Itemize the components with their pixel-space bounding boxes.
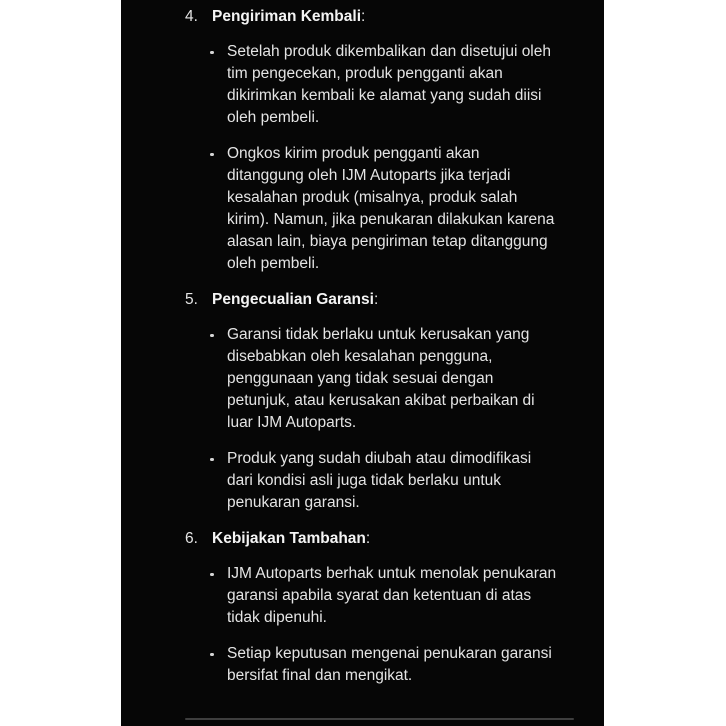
bullet-item	[121, 324, 604, 434]
policy-section	[121, 528, 604, 687]
bullet-item	[121, 448, 604, 514]
section-header	[121, 6, 604, 28]
bullet-item	[121, 41, 604, 129]
section-number: 4.	[185, 8, 198, 25]
bullet-dot-icon	[207, 448, 227, 514]
section-title-text: Pengiriman Kembali	[212, 8, 362, 25]
section-header	[121, 289, 604, 311]
bullet-dot-icon	[207, 643, 227, 687]
bullet-text: Produk yang sudah diubah atau dimodifikasi dari kondisi asli juga tidak berlaku untuk penukaran garansi.	[227, 450, 532, 511]
bullet-dot-icon	[207, 563, 227, 629]
section-number: 5.	[185, 291, 198, 308]
section-title-colon: :	[373, 291, 379, 308]
bullet-text: Setiap keputusan mengenai penukaran garansi bersifat final dan mengikat.	[227, 645, 552, 684]
bullet-dot-icon	[207, 143, 227, 275]
bullet-text: Garansi tidak berlaku untuk kerusakan yang disebabkan oleh kesalahan pengguna, penggunaan yang tidak sesuai dengan petunjuk, atau kerusakan akibat perbaikan di luar IJM Autoparts.	[227, 326, 535, 431]
section-title-colon: :	[365, 530, 371, 547]
bullet-item	[121, 563, 604, 629]
policy-section	[121, 289, 604, 514]
bullet-list	[121, 41, 604, 275]
bottom-divider	[185, 718, 574, 720]
bullet-item	[121, 143, 604, 275]
bullet-dot-icon	[207, 41, 227, 129]
section-title-text: Kebijakan Tambahan	[212, 530, 366, 547]
bullet-text: Setelah produk dikembalikan dan disetujui oleh tim pengecekan, produk pengganti akan dikirimkan kembali ke alamat yang sudah diisi oleh pembeli.	[227, 43, 551, 126]
section-title-colon: :	[361, 8, 366, 25]
policy-section	[121, 6, 604, 275]
section-title	[212, 289, 378, 311]
bullet-text: IJM Autoparts berhak untuk menolak penukaran garansi apabila syarat dan ketentuan di atas tidak dipenuhi.	[227, 565, 557, 626]
section-title-text: Pengecualian Garansi	[212, 291, 374, 308]
bullet-list	[121, 563, 604, 687]
policy-section-list	[121, 6, 604, 687]
section-title	[212, 6, 365, 28]
section-header	[121, 528, 604, 550]
document-panel[interactable]	[121, 0, 604, 726]
section-number: 6.	[185, 530, 198, 547]
bullet-dot-icon	[207, 324, 227, 434]
section-title	[212, 528, 370, 550]
bullet-list	[121, 324, 604, 514]
bullet-text: Ongkos kirim produk pengganti akan ditanggung oleh IJM Autoparts jika terjadi kesalahan produk (misalnya, produk salah kirim). Namun, jika penukaran dilakukan karena alasan lain, biaya pengiriman tetap ditanggung oleh pembeli.	[227, 145, 555, 272]
bullet-item	[121, 643, 604, 687]
